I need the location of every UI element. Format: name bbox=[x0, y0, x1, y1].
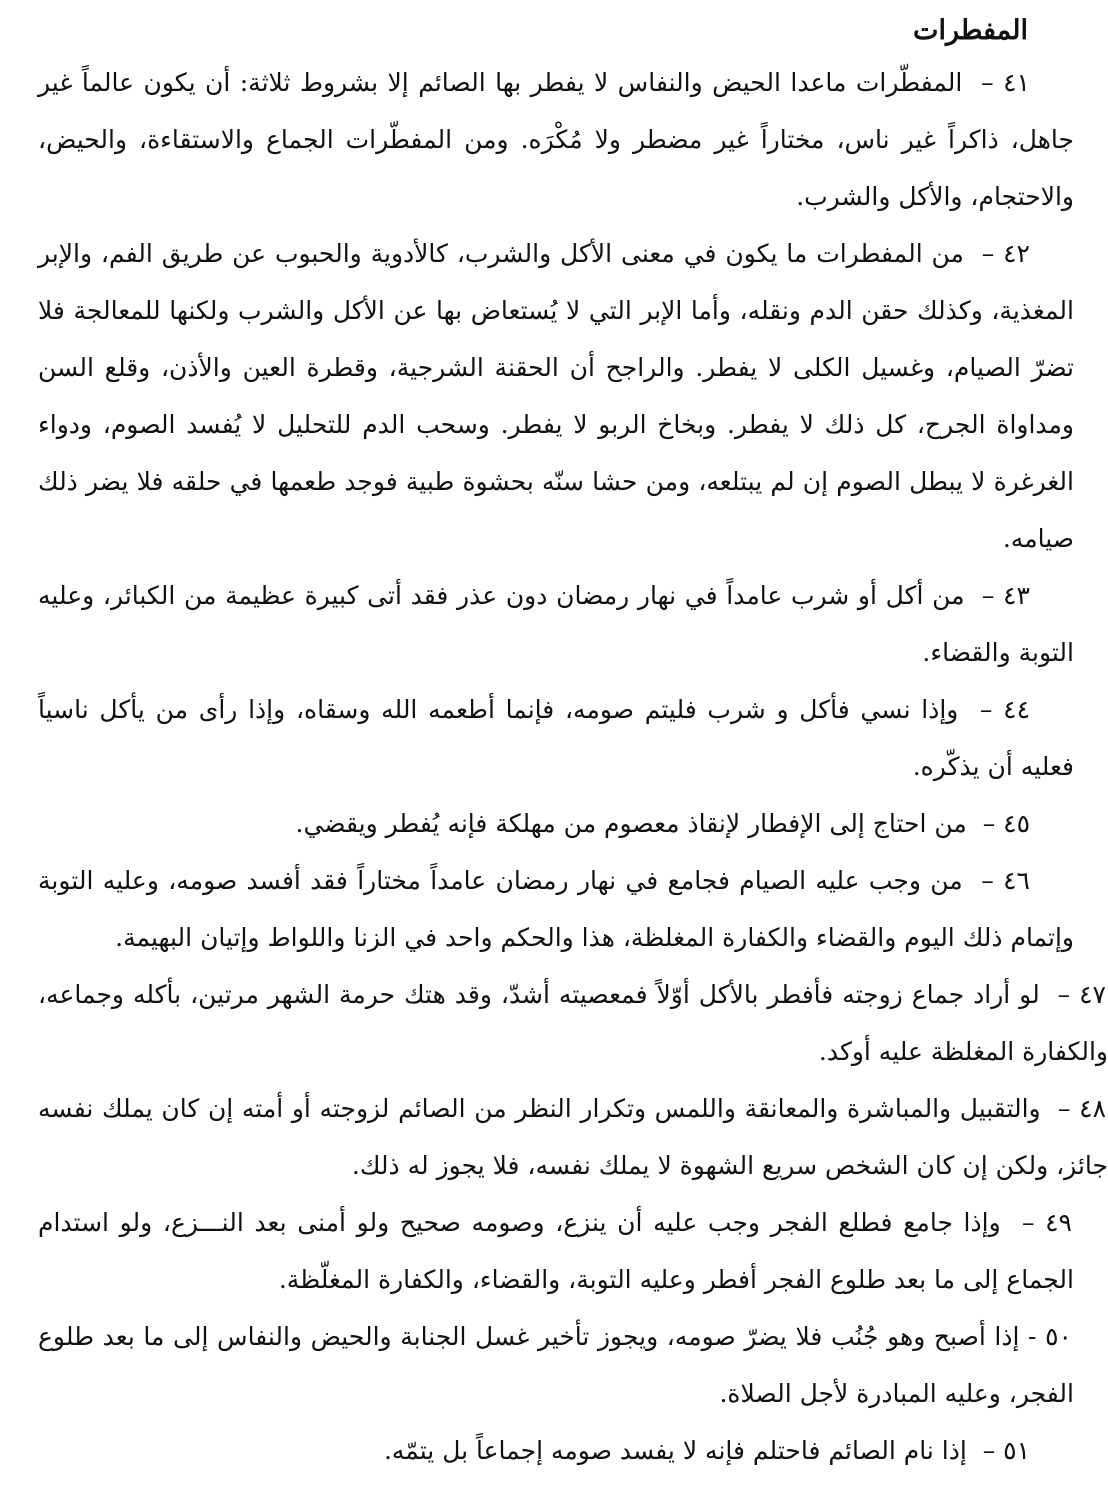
paragraph-text: إذا نام الصائم فاحتلم فإنه لا يفسد صومه إجماعاً بل يتمّه. bbox=[383, 1436, 967, 1465]
section-heading: المفطرات bbox=[913, 15, 1028, 46]
paragraph-text: من وجب عليه الصيام فجامع في نهار رمضان عامداً مختاراً فقد أفسد صومه، وعليه التوبة وإتمام ذلك اليوم والقضاء والكفارة المغلظة، هذا والحكم واحد في الزنا واللواط وإتيان البهيمة. bbox=[38, 866, 1074, 952]
paragraph-42 bbox=[38, 225, 1074, 567]
paragraph-dash: – bbox=[981, 866, 994, 895]
paragraph-49 bbox=[38, 1194, 1074, 1308]
paragraph-number: ٥٠ bbox=[1045, 1322, 1072, 1351]
paragraph-51 bbox=[38, 1422, 1074, 1479]
paragraph-41 bbox=[38, 54, 1074, 225]
paragraph-dash: – bbox=[1057, 1094, 1071, 1123]
paragraph-number: ٤١ bbox=[1003, 68, 1030, 97]
paragraph-50 bbox=[38, 1308, 1074, 1422]
paragraph-number: ٤٧ bbox=[1079, 980, 1106, 1009]
paragraph-text: وإذا نسي فأكل و شرب فليتم صومه، فإنما أطعمه الله وسقاه، وإذا رأى من يأكل ناسياً فعليه أن يذكّره. bbox=[38, 695, 1074, 781]
paragraph-number: ٤٢ bbox=[1003, 239, 1030, 268]
paragraph-text: إذا أصبح وهو جُنُب فلا يضرّ صومه، ويجوز تأخير غسل الجنابة والحيض والنفاس إلى ما بعد طلوع الفجر، وعليه المبادرة لأجل الصلاة. bbox=[38, 1322, 1074, 1408]
paragraph-44 bbox=[38, 681, 1074, 795]
paragraph-dash: - bbox=[1028, 1322, 1037, 1351]
paragraph-number: ٤٥ bbox=[1003, 809, 1030, 838]
paragraph-text: من المفطرات ما يكون في معنى الأكل والشرب، كالأدوية والحبوب عن طريق الفم، والإبر المغذية، وكذلك حقن الدم ونقله، وأما الإبر التي لا يُستعاض بها عن الأكل والشرب ولكنها للمعالجة فلا تضرّ الصيام، وغسيل الكلى لا يفطر. والراجح أن الحقنة الشرجية، وقطرة العين والأذن، وقلع السن ومداواة الجرح، كل ذلك لا يفطر. وبخاخ الربو لا يفطر. وسحب الدم للتحليل لا يُفسد الصوم، ودواء الغرغرة لا يبطل الصوم إن لم يبتلعه، ومن حشا سنّه بحشوة طبية فوجد طعمها في حلقه فلا يضر ذلك صيامه. bbox=[38, 239, 1074, 553]
paragraph-number: ٤٤ bbox=[1003, 695, 1030, 724]
paragraph-43 bbox=[38, 567, 1074, 681]
paragraph-number: ٥١ bbox=[1003, 1436, 1030, 1465]
paragraph-dash: – bbox=[1057, 980, 1071, 1009]
paragraph-48 bbox=[38, 1080, 1108, 1194]
paragraph-text: من احتاج إلى الإفطار لإنقاذ معصوم من مهلكة فإنه يُفطر ويقضي. bbox=[295, 809, 967, 838]
paragraph-dash: – bbox=[981, 581, 995, 610]
paragraph-dash: – bbox=[1021, 1208, 1035, 1237]
paragraph-number: ٤٣ bbox=[1003, 581, 1030, 610]
paragraph-dash: – bbox=[981, 68, 994, 97]
paragraph-number: ٤٦ bbox=[1003, 866, 1030, 895]
paragraph-number: ٤٨ bbox=[1079, 1094, 1107, 1123]
paragraph-text: والتقبيل والمباشرة والمعانقة واللمس وتكرار النظر من الصائم لزوجته أو أمته إن كان يملك نفسه جائز، ولكن إن كان الشخص سريع الشهوة لا يملك نفسه، فلا يجوز له ذلك. bbox=[38, 1094, 1108, 1180]
paragraph-dash: – bbox=[981, 239, 995, 268]
paragraph-text: المفطّرات ماعدا الحيض والنفاس لا يفطر بها الصائم إلا بشروط ثلاثة: أن يكون عالماً غير جاهل، ذاكراً غير ناس، مختاراً غير مضطر ولا مُكْرَه. ومن المفطّرات الجماع والاستقاءة، والحيض، والاحتجام، والأكل والشرب. bbox=[38, 68, 1074, 211]
paragraph-47 bbox=[38, 966, 1108, 1080]
paragraph-text: لو أراد جماع زوجته فأفطر بالأكل أوّلاً فمعصيته أشدّ، وقد هتك حرمة الشهر مرتين، بأكله وجماعه، والكفارة المغلظة عليه أوكد. bbox=[38, 980, 1108, 1066]
paragraph-text: من أكل أو شرب عامداً في نهار رمضان دون عذر فقد أتى كبيرة عظيمة من الكبائر، وعليه التوبة والقضاء. bbox=[38, 581, 1074, 667]
paragraph-dash: – bbox=[982, 809, 996, 838]
paragraph-number: ٤٩ bbox=[1045, 1208, 1072, 1237]
paragraph-text: وإذا جامع فطلع الفجر وجب عليه أن ينزع، وصومه صحيح ولو أمنى بعد النـــزع، ولو استدام الجماع إلى ما بعد طلوع الفجر أفطر وعليه التوبة، والقضاء، والكفارة المغلّظة. bbox=[38, 1208, 1074, 1294]
paragraph-dash: – bbox=[979, 695, 993, 724]
paragraph-dash: – bbox=[982, 1436, 996, 1465]
paragraph-45 bbox=[38, 795, 1074, 852]
paragraph-46 bbox=[38, 852, 1074, 966]
